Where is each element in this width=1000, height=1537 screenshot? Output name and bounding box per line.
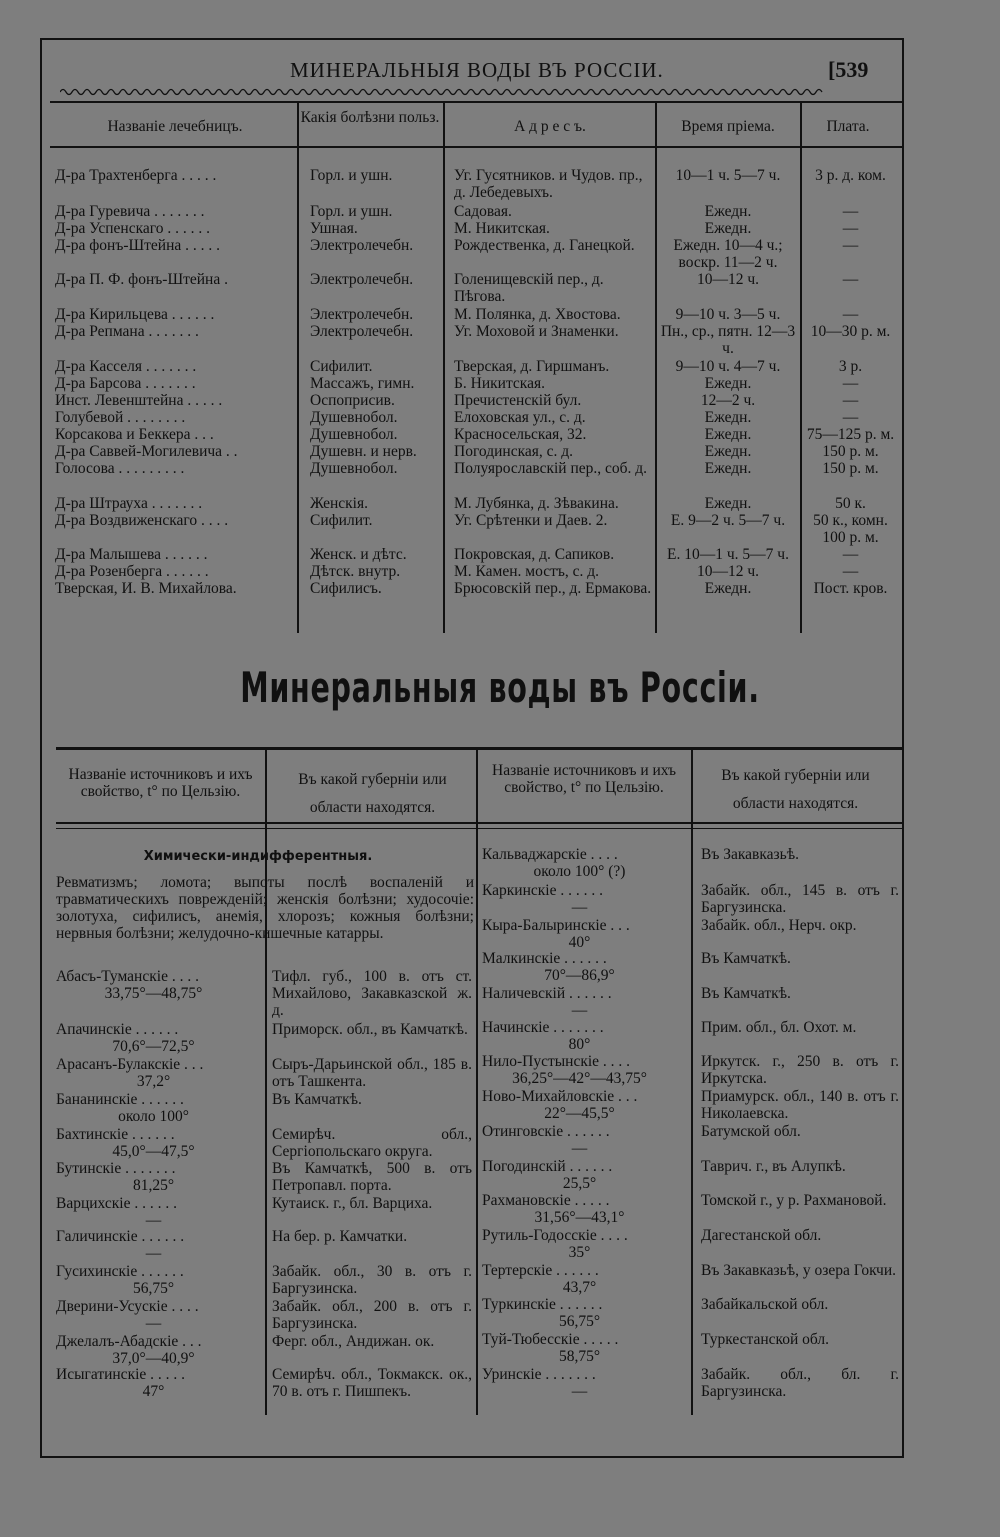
clinic-disease-cell: Горл. и ушн. bbox=[310, 203, 393, 220]
water-temperature: — bbox=[571, 1002, 588, 1019]
waters-col-divider bbox=[691, 750, 693, 1415]
water-temperature: 47° bbox=[142, 1383, 165, 1400]
water-source-name: Начинскіе . . . . . . . bbox=[482, 1019, 604, 1036]
clinic-time-cell: Ежедн. 10—4 ч.; воскр. 11—2 ч. bbox=[673, 237, 783, 271]
water-source-name: Тертерскіе . . . . . . bbox=[482, 1262, 599, 1279]
clinic-name-cell: Д-ра Репмана . . . . . . . bbox=[55, 323, 199, 340]
water-region: Забайк. обл., бл. г. Баргузинска. bbox=[701, 1366, 899, 1400]
clinic-col-header-time: Время пріема. bbox=[681, 118, 775, 135]
water-source-name: Туркинскіе . . . . . . bbox=[482, 1296, 603, 1313]
water-region: Прим. обл., бл. Охот. м. bbox=[701, 1019, 857, 1036]
water-temperature: около 100° bbox=[118, 1108, 189, 1125]
water-source-name: Гусихинскіе . . . . . . bbox=[56, 1263, 184, 1280]
clinic-fee-cell: — bbox=[842, 375, 859, 392]
clinic-disease-cell: Душевнобол. bbox=[310, 426, 398, 443]
water-source-name: Арасанъ-Булакскіе . . . bbox=[56, 1056, 204, 1073]
clinic-disease-cell: Оспоприсив. bbox=[310, 392, 395, 409]
water-temperature: 36,25°—42°—43,75° bbox=[512, 1070, 647, 1087]
clinic-name-cell: Д-ра Воздвиженскаго . . . . bbox=[55, 512, 229, 529]
water-source-name: Галичинскіе . . . . . . bbox=[56, 1228, 185, 1245]
clinic-disease-cell: Душевн. и нерв. bbox=[310, 443, 417, 460]
water-region: Ферг. обл., Андижан. ок. bbox=[272, 1333, 435, 1350]
clinic-time-cell: Ежедн. bbox=[704, 409, 752, 426]
clinic-name-cell: Голосова . . . . . . . . . bbox=[55, 460, 185, 477]
clinic-time-cell: Ежедн. bbox=[704, 443, 752, 460]
water-temperature: 80° bbox=[568, 1036, 591, 1053]
clinic-name-cell: Д-ра Касселя . . . . . . . bbox=[55, 358, 197, 375]
clinic-time-cell: Пн., ср., пятн. 12—3 ч. bbox=[660, 323, 796, 357]
water-region: Въ Камчаткѣ. bbox=[701, 985, 791, 1002]
water-region: Таврич. г., въ Алупкѣ. bbox=[701, 1158, 846, 1175]
clinic-address-cell: Погодинская, с. д. bbox=[454, 443, 574, 460]
water-region: Тифл. губ., 100 в. отъ ст. Михайлово, Закавказской ж. д. bbox=[272, 968, 472, 1019]
clinic-header-top-rule bbox=[50, 101, 902, 103]
water-source-name: Бахтинскіе . . . . . . bbox=[56, 1126, 175, 1143]
water-source-name: Апачинскіе . . . . . . bbox=[56, 1021, 179, 1038]
clinic-name-cell: Голубевой . . . . . . . . bbox=[55, 409, 186, 426]
water-temperature: 43,7° bbox=[562, 1279, 597, 1296]
clinic-address-cell: М. Камен. мостъ, с. д. bbox=[454, 563, 600, 580]
water-temperature: 58,75° bbox=[558, 1348, 601, 1365]
clinic-time-cell: Ежедн. bbox=[704, 580, 752, 597]
clinic-time-cell: Ежедн. bbox=[704, 426, 752, 443]
water-temperature: 22°—45,5° bbox=[544, 1105, 615, 1122]
clinic-name-cell: Д-ра Трахтенберга . . . . . bbox=[55, 167, 217, 184]
water-region: Батумской обл. bbox=[701, 1123, 801, 1140]
clinic-time-cell: 10—12 ч. bbox=[696, 563, 760, 580]
water-temperature: 33,75°—48,75° bbox=[104, 985, 203, 1002]
clinic-col-header-address: А д р е с ъ. bbox=[514, 118, 586, 135]
water-source-name: Отинговскіе . . . . . . bbox=[482, 1123, 610, 1140]
water-temperature: 56,75° bbox=[558, 1313, 601, 1330]
water-region: Приамурск. обл., 140 в. отъ г. Николаевска. bbox=[701, 1088, 899, 1122]
clinic-name-cell: Д-ра фонъ-Штейна . . . . . bbox=[55, 237, 221, 254]
water-region: Забайк. обл., 145 в. отъ г. Баргузинска. bbox=[701, 882, 899, 916]
water-temperature: 37,2° bbox=[136, 1073, 171, 1090]
clinic-address-cell: Голенищевскій пер., д. Пѣгова. bbox=[454, 271, 604, 305]
clinic-col-divider bbox=[800, 103, 802, 633]
clinic-col-header-name: Названіе лечебницъ. bbox=[107, 118, 243, 135]
clinic-name-cell: Корсакова и Беккера . . . bbox=[55, 426, 214, 443]
clinic-fee-cell: 50 к. bbox=[835, 495, 866, 512]
water-region: Въ Закавказьѣ, у озера Гокчи. bbox=[701, 1262, 897, 1279]
clinic-name-cell: Д-ра Кирильцева . . . . . . bbox=[55, 306, 215, 323]
clinic-disease-cell: Сифилисъ. bbox=[310, 580, 382, 597]
clinic-col-divider bbox=[443, 103, 445, 633]
water-region: Сыръ-Дарьинской обл., 185 в. отъ Ташкента. bbox=[272, 1056, 472, 1090]
water-region: Томской г., у р. Рахмановой. bbox=[701, 1192, 887, 1209]
clinic-disease-cell: Душевнобол. bbox=[310, 409, 398, 426]
water-region: Въ Закавказьѣ. bbox=[701, 846, 800, 863]
water-temperature: 40° bbox=[568, 934, 591, 951]
clinic-col-divider bbox=[297, 103, 299, 633]
water-temperature: — bbox=[571, 899, 588, 916]
water-source-name: Ново-Михайловскіе . . . bbox=[482, 1088, 638, 1105]
clinic-time-cell: 10—1 ч. 5—7 ч. bbox=[675, 167, 781, 184]
water-temperature: 31,56°—43,1° bbox=[534, 1209, 625, 1226]
water-region: Забайк. обл., 200 в. отъ г. Баргузинска. bbox=[272, 1298, 472, 1332]
clinic-fee-cell: Пост. кров. bbox=[813, 580, 888, 597]
clinic-fee-cell: — bbox=[842, 237, 859, 254]
clinic-col-divider bbox=[655, 103, 657, 633]
water-region: Семирѣч. обл., Токмакск. ок., 70 в. отъ г. Пишпекъ. bbox=[272, 1366, 472, 1400]
clinic-address-cell: Уг. Моховой и Знаменки. bbox=[454, 323, 619, 340]
water-source-name: Дверини-Усускіе . . . . bbox=[56, 1298, 199, 1315]
clinic-time-cell: 10—12 ч. bbox=[696, 271, 760, 288]
clinic-time-cell: Е. 9—2 ч. 5—7 ч. bbox=[670, 512, 786, 529]
water-source-name: Исыгатинскіе . . . . . bbox=[56, 1366, 186, 1383]
clinic-address-cell: М. Лубянка, д. Зѣвакина. bbox=[454, 495, 619, 512]
clinic-fee-cell: 3 р. д. ком. bbox=[815, 167, 886, 184]
clinic-name-cell: Д-ра Успенскаго . . . . . . bbox=[55, 220, 210, 237]
clinic-time-cell: 9—10 ч. 3—5 ч. bbox=[675, 306, 781, 323]
water-region: Туркестанской обл. bbox=[701, 1331, 830, 1348]
waters-header-rule-2 bbox=[56, 828, 902, 829]
water-temperature: 35° bbox=[568, 1244, 591, 1261]
water-source-name: Кыра-Балыринскіе . . . bbox=[482, 917, 630, 934]
clinic-time-cell: Ежедн. bbox=[704, 375, 752, 392]
clinic-fee-cell: 3 р. bbox=[838, 358, 863, 375]
clinic-fee-cell: — bbox=[842, 546, 859, 563]
water-source-name: Малкинскіе . . . . . . bbox=[482, 950, 607, 967]
clinic-address-cell: Покровская, д. Сапиков. bbox=[454, 546, 615, 563]
waters-header-region-left: Въ какой губерніи или области находятся. bbox=[298, 771, 447, 816]
clinic-disease-cell: Сифилит. bbox=[310, 358, 373, 375]
water-region: Забайк. обл., Нерч. окр. bbox=[701, 917, 857, 934]
clinic-name-cell: Инст. Левенштейна . . . . . bbox=[55, 392, 223, 409]
clinic-time-cell: 9—10 ч. 4—7 ч. bbox=[675, 358, 781, 375]
clinic-col-header-fee: Плата. bbox=[826, 118, 870, 135]
clinic-header-bottom-rule bbox=[50, 146, 902, 148]
clinic-time-cell: Ежедн. bbox=[704, 203, 752, 220]
water-temperature: — bbox=[145, 1315, 162, 1332]
clinic-address-cell: Елоховская ул., с. д. bbox=[454, 409, 586, 426]
clinic-fee-cell: — bbox=[842, 563, 859, 580]
water-temperature: — bbox=[571, 1383, 588, 1400]
water-source-name: Бананинскіе . . . . . . bbox=[56, 1091, 184, 1108]
clinic-fee-cell: — bbox=[842, 306, 859, 323]
clinic-address-cell: Садовая. bbox=[454, 203, 512, 220]
water-source-name: Рахмановскіе . . . . . bbox=[482, 1192, 610, 1209]
clinic-time-cell: Е. 10—1 ч. 5—7 ч. bbox=[667, 546, 789, 563]
clinic-name-cell: Д-ра Саввей-Могилевича . . bbox=[55, 443, 238, 460]
clinic-disease-cell: Душевнобол. bbox=[310, 460, 398, 477]
clinic-name-cell: Д-ра Малышева . . . . . . bbox=[55, 546, 208, 563]
clinic-time-cell: 12—2 ч. bbox=[700, 392, 756, 409]
clinic-disease-cell: Сифилит. bbox=[310, 512, 373, 529]
waters-header-source-right: Названіе источниковъ и ихъ свойство, t° по Цельзію. bbox=[492, 762, 676, 796]
clinic-address-cell: М. Никитская. bbox=[454, 220, 550, 237]
clinic-disease-cell: Ушная. bbox=[310, 220, 358, 237]
water-region: Семирѣч. обл., Сергіопольскаго округа. bbox=[272, 1126, 472, 1160]
clinic-time-cell: Ежедн. bbox=[704, 460, 752, 477]
section-title: Минеральныя воды въ Россіи. bbox=[240, 663, 760, 712]
water-region: Приморск. обл., въ Камчаткѣ. bbox=[272, 1021, 468, 1038]
clinic-disease-cell: Женскія. bbox=[310, 495, 368, 512]
clinic-name-cell: Д-ра П. Ф. фонъ-Штейна . bbox=[55, 271, 228, 288]
water-temperature: 70°—86,9° bbox=[544, 967, 615, 984]
clinic-name-cell: Д-ра Штрауха . . . . . . . bbox=[55, 495, 203, 512]
water-source-name: Варцихскіе . . . . . . bbox=[56, 1195, 177, 1212]
water-region: Дагестанской обл. bbox=[701, 1227, 822, 1244]
water-temperature: — bbox=[145, 1245, 162, 1262]
water-region: Въ Камчаткѣ. bbox=[272, 1091, 362, 1108]
water-temperature: 56,75° bbox=[132, 1280, 175, 1297]
water-region: На бер. р. Камчатки. bbox=[272, 1228, 408, 1245]
clinic-disease-cell: Электролечебн. bbox=[310, 323, 414, 340]
clinic-disease-cell: Массажъ, гимн. bbox=[310, 375, 415, 392]
water-temperature: — bbox=[571, 1140, 588, 1157]
clinic-address-cell: Уг. Срѣтенки и Даев. 2. bbox=[454, 512, 608, 529]
clinic-fee-cell: — bbox=[842, 220, 859, 237]
water-temperature: 37,0°—40,9° bbox=[112, 1350, 195, 1367]
water-source-name: Бутинскіе . . . . . . . bbox=[56, 1160, 176, 1177]
clinic-fee-cell: — bbox=[842, 392, 859, 409]
water-source-name: Туй-Тюбесскіе . . . . . bbox=[482, 1331, 619, 1348]
water-temperature: 25,5° bbox=[562, 1175, 597, 1192]
running-header-title: МИНЕРАЛЬНЫЯ ВОДЫ ВЪ РОССІИ. bbox=[290, 58, 664, 82]
waters-col-divider bbox=[476, 750, 478, 1415]
clinic-address-cell: М. Полянка, д. Хвостова. bbox=[454, 306, 621, 323]
clinic-fee-cell: — bbox=[842, 271, 859, 288]
water-region: Въ Камчаткѣ, 500 в. отъ Петропавл. порта. bbox=[272, 1160, 472, 1194]
water-region: Забайкальской обл. bbox=[701, 1296, 829, 1313]
clinic-address-cell: Уг. Гусятников. и Чудов. пр., д. Лебедевыхъ. bbox=[454, 167, 643, 201]
clinic-disease-cell: Дѣтск. внутр. bbox=[310, 563, 401, 580]
waters-header-rule bbox=[56, 822, 902, 824]
water-temperature: — bbox=[145, 1212, 162, 1229]
water-source-name: Каркинскіе . . . . . . bbox=[482, 882, 603, 899]
water-source-name: Наличевскій . . . . . . bbox=[482, 985, 612, 1002]
clinic-time-cell: Ежедн. bbox=[704, 220, 752, 237]
clinic-fee-cell: — bbox=[842, 203, 859, 220]
waters-indications: Ревматизмъ; ломота; выпоты послѣ воспаленій и травматическихъ поврежденій; женскія болѣзни; худосочіе: золотуха, сифилисъ, анемія, хлорозъ; кожныя болѣзни; нервныя болѣзни; желудочно-кишечные катарры. bbox=[56, 874, 474, 942]
waters-top-rule bbox=[56, 747, 902, 750]
clinic-address-cell: Пречистенскій бул. bbox=[454, 392, 582, 409]
water-region: Забайк. обл., 30 в. отъ г. Баргузинска. bbox=[272, 1263, 472, 1297]
clinic-name-cell: Д-ра Барсова . . . . . . . bbox=[55, 375, 196, 392]
clinic-col-header-disease: Какія болѣзни польз. bbox=[300, 109, 440, 126]
water-source-name: Нило-Пустынскіе . . . . bbox=[482, 1053, 631, 1070]
water-region: Въ Камчаткѣ. bbox=[701, 950, 791, 967]
water-temperature: 81,25° bbox=[132, 1177, 175, 1194]
water-temperature: около 100° (?) bbox=[533, 863, 626, 880]
water-source-name: Погодинскій . . . . . . bbox=[482, 1158, 613, 1175]
waters-header-region-right: Въ какой губерніи или области находятся. bbox=[721, 767, 870, 812]
page-number: [539 bbox=[828, 57, 869, 82]
waters-header-source-left: Названіе источниковъ и ихъ свойство, t° по Цельзію. bbox=[68, 766, 253, 800]
water-source-name: Уринскіе . . . . . . . bbox=[482, 1366, 596, 1383]
clinic-disease-cell: Электролечебн. bbox=[310, 271, 414, 288]
clinic-address-cell: Б. Никитская. bbox=[454, 375, 545, 392]
wavy-rule bbox=[60, 86, 898, 98]
clinic-address-cell: Рождественка, д. Ганецкой. bbox=[454, 237, 635, 254]
clinic-disease-cell: Женск. и дѣтс. bbox=[310, 546, 407, 563]
clinic-disease-cell: Электролечебн. bbox=[310, 237, 414, 254]
water-temperature: 45,0°—47,5° bbox=[112, 1143, 195, 1160]
water-region: Иркутск. г., 250 в. отъ г. Иркутска. bbox=[701, 1053, 899, 1087]
clinic-fee-cell: 150 р. м. bbox=[822, 443, 879, 460]
clinic-fee-cell: 75—125 р. м. bbox=[806, 426, 895, 443]
clinic-fee-cell: 50 к., комн. 100 р. м. bbox=[813, 512, 888, 546]
water-source-name: Кальваджарскіе . . . . bbox=[482, 846, 618, 863]
clinic-fee-cell: 150 р. м. bbox=[822, 460, 879, 477]
clinic-address-cell: Полуярославскій пер., соб. д. bbox=[454, 460, 648, 477]
clinic-address-cell: Красносельская, 32. bbox=[454, 426, 587, 443]
clinic-name-cell: Д-ра Розенберга . . . . . . bbox=[55, 563, 209, 580]
water-source-name: Абасъ-Туманскіе . . . . bbox=[56, 968, 199, 985]
clinic-name-cell: Тверская, И. В. Михайлова. bbox=[55, 580, 237, 597]
clinic-address-cell: Брюсовскій пер., д. Ермакова. bbox=[454, 580, 652, 597]
clinic-disease-cell: Горл. и ушн. bbox=[310, 167, 393, 184]
clinic-fee-cell: — bbox=[842, 409, 859, 426]
water-region: Кутаиск. г., бл. Варциха. bbox=[272, 1195, 433, 1212]
water-temperature: 70,6°—72,5° bbox=[112, 1038, 195, 1055]
clinic-fee-cell: 10—30 р. м. bbox=[810, 323, 891, 340]
water-source-name: Рутиль-Годосскіе . . . . bbox=[482, 1227, 628, 1244]
water-source-name: Джелалъ-Абадскіе . . . bbox=[56, 1333, 202, 1350]
clinic-disease-cell: Электролечебн. bbox=[310, 306, 414, 323]
waters-category-heading: Химически-индифферентныя. bbox=[143, 849, 373, 864]
clinic-name-cell: Д-ра Гуревича . . . . . . . bbox=[55, 203, 205, 220]
clinic-address-cell: Тверская, д. Гиршманъ. bbox=[454, 358, 610, 375]
clinic-time-cell: Ежедн. bbox=[704, 495, 752, 512]
